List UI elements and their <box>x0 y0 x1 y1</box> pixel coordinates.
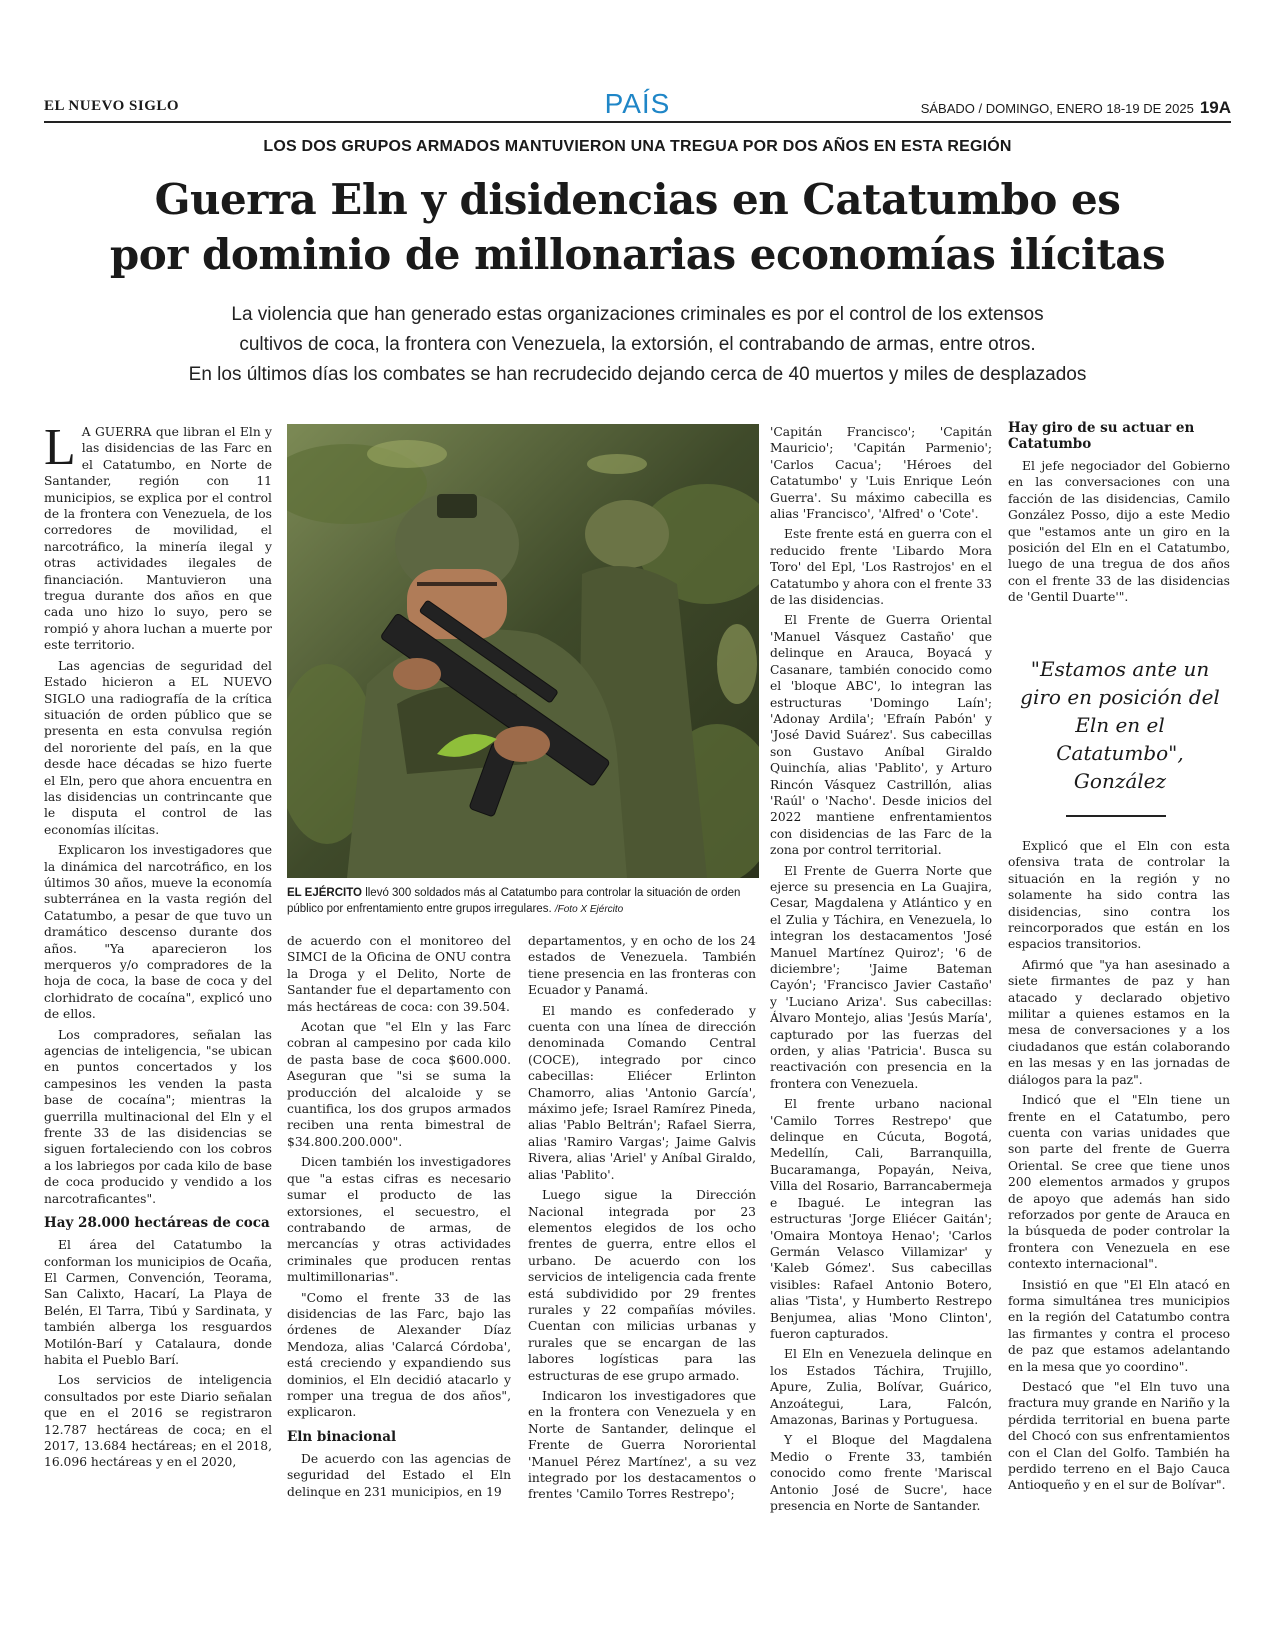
issue-date: SÁBADO / DOMINGO, ENERO 18-19 DE 2025 <box>920 101 1194 116</box>
paragraph: que libran el Eln y las disidencias de las Farc en el Catatumbo, en Norte de Santander, región con 11 municipios, se explica por el control de la frontera con Venezuela, de los corredores de movilidad, el narcotráfico, la minería ilegal y otras actividades ilegales de financiación. Mantuvieron una tregua durante dos años en que cada uno hizo lo suyo, pero se rompió y ahora luchan a muerte por este territorio. <box>44 425 272 653</box>
dateline <box>921 98 1231 118</box>
paragraph: El Frente de Guerra Norte que ejerce su presencia en La Guajira, Cesar, Magdalena y Atlántico y en el Zulia y Táchira, en Venezuela, lo integran los destacamentos 'José Manuel Martínez Quiroz'; '6 de diciembre'; 'Jaime Bateman Cayón'; 'Francisco Javier Castaño' y 'Luciano Ariza'. Sus cabecillas: Álvaro Montejo, alias 'Jesús María', capturado por las fuerzas del orden, y alias 'Patricia'. Busca su reactivación con presencia en la frontera con Venezuela. <box>770 863 992 1091</box>
caption-lead: EL EJÉRCITO <box>287 887 362 899</box>
lead-smallcaps: A GUERRA <box>81 425 152 439</box>
paragraph: Los compradores, señalan las agencias de inteligencia, "se ubican en puntos concertados y los campesinos les venden la pasta base de cocaína"; mientras la guerrilla multinacional del Eln y el frente 33 de las disidencias se siguen fortaleciendo con los cobros a los labriegos por cada kilo de base de coca producido y vendido a los narcotraficantes". <box>44 1027 272 1206</box>
article-column-3 <box>528 933 756 1523</box>
paragraph: Las agencias de seguridad del Estado hicieron a EL NUEVO SIGLO una radiografía de la crítica situación de orden público que se presenta en esta convulsa región del nororiente del país, en la que desde hace décadas se hizo fuerte el Eln, pero que ahora encuentra en las disidencias un contrincante que le disputa el control de las economías ilícitas. <box>44 658 272 837</box>
page-number: 19A <box>1199 98 1231 117</box>
headline-line-1: Guerra Eln y disidencias en Catatumbo es <box>154 175 1121 224</box>
article-column-5-top <box>1008 420 1230 640</box>
headline <box>60 172 1215 282</box>
subhead: Hay 28.000 hectáreas de coca <box>44 1215 270 1232</box>
paragraph: Y el Bloque del Magdalena Medio o Frente 33, también conocido como frente 'Mariscal Antonio José de Sucre', hace presencia en Norte de Santander. <box>770 1433 992 1513</box>
article-column-1 <box>44 424 272 1524</box>
paragraph: Afirmó que "ya han asesinado a siete firmantes de paz y han atacado y declarado objetivo militar a quienes estamos en la mesa de conversaciones y a los ciudadanos que están colaborando en las mesas y en las jornadas de diálogos para la paz". <box>1008 957 1230 1087</box>
deck <box>60 300 1215 390</box>
paragraph: Explicaron los investigadores que la dinámica del narcotráfico, en los últimos 30 años, mueve la economía subterránea en la vasta región del Catatumbo, a pesar de que tuvo un dramático descenso durante dos años. "Ya aparecieron los merqueros y/o compradores de la hoja de coca, la base de coca y del clorhidrato de cocaína", explicó uno de ellos. <box>44 843 272 1022</box>
subhead: Hay giro de su actuar en Catatumbo <box>1008 420 1195 452</box>
paragraph: El frente urbano nacional 'Camilo Torres Restrepo' que delinque en Cúcuta, Bogotá, Medellín, Cali, Barranquilla, Bucaramanga, Popayán, Neiva, Villa del Rosario, Barrancabermeja e Ibagué. Le integran las estructuras 'Jorge Eliécer Gaitán'; 'Omaira Montoya Henao'; 'Carlos Germán Velasco Villamizar' y 'Kaleb Gómez'. Sus cabecillas visibles: Rafael Antonio Botero, alias 'Tista', y Humberto Restrepo Benjumea, alias 'Mono Clinton', fueron capturados. <box>770 1097 992 1341</box>
article-column-5-bottom <box>1008 838 1230 1528</box>
lead-paragraph <box>44 424 272 654</box>
section-label: PAÍS <box>604 88 671 119</box>
photo-illustration <box>287 424 759 878</box>
paragraph: departamentos, y en ocho de los 24 estados de Venezuela. También tiene presencia en las fronteras con Ecuador y Panamá. <box>528 934 756 998</box>
kicker: LOS DOS GRUPOS ARMADOS MANTUVIERON UNA TREGUA POR DOS AÑOS EN ESTA REGIÓN <box>263 138 1012 155</box>
paragraph: Insistió en que "El Eln atacó en forma simultánea tres municipios en la región del Catatumbo contra las firmantes y contra el proceso de paz que estamos adelantando en la mesa que yo coordino". <box>1008 1277 1230 1374</box>
paragraph: Destacó que "el Eln tuvo una fractura muy grande en Nariño y la pérdida territorial en buena parte del Chocó con sus enfrentamientos con el Clan del Golfo. También ha perdido terreno en el Bajo Cauca Antioqueño y en el sur de Bolívar". <box>1008 1380 1230 1493</box>
paragraph: Este frente está en guerra con el reducido frente 'Libardo Mora Toro' del Epl, 'Los Rastrojos' en el Catatumbo y ahora con el frente 33 de las disidencias. <box>770 527 992 608</box>
paragraph: "Como el frente 33 de las disidencias de las Farc, bajo las órdenes de Alexander Díaz Mendoza, alias 'Calarcá Córdoba', está creciendo y expandiendo sus dominios, el Eln decidió atacarlo y romper una tregua de dos años", explicaron. <box>287 1290 511 1420</box>
soldiers-photo <box>287 424 759 878</box>
paragraph: Indicó que el "Eln tiene un frente en el Catatumbo, pero cuenta con varias unidades que son parte del frente de Guerra Oriental. Se cree que tiene unos 200 elementos armados y grupos de apoyo que además han sido reforzados por gente de Arauca en la búsqueda de poder controlar la frontera con Venezuela en ese contexto internacional". <box>1008 1093 1230 1272</box>
paragraph: Los servicios de inteligencia consultados por este Diario señalan que en el 2016 se registraron 12.787 hectáreas de coca; en el 2017, 13.684 hectáreas; en el 2018, 16.096 hectáreas y en el 2020, <box>44 1373 272 1470</box>
deck-line-2: cultivos de coca, la frontera con Venezuela, la extorsión, el contrabando de armas, entre otros. <box>239 334 1036 355</box>
headline-line-2: por dominio de millonarias economías ilícitas <box>109 230 1166 279</box>
subhead: Eln binacional <box>287 1428 397 1445</box>
pull-quote: "Estamos ante un giro en posición del Eln en el Catatumbo", González <box>1020 657 1220 793</box>
deck-line-3: En los últimos días los combates se han recrudecido dejando cerca de 40 muertos y miles de desplazados <box>188 364 1087 385</box>
paragraph: El mando es confederado y cuenta con una línea de dirección denominada Comando Central (COCE), integrado por cinco cabecillas: Eliécer Erlinton Chamorro, alias 'Antonio García', máximo jefe; Israel Ramírez Pineda, alias 'Pablo Beltrán'; Rafael Sierra, alias 'Ramiro Vargas'; Jaime Galvis Rivera, alias 'Ariel' y Aníbal Giraldo, alias 'Pablito'. <box>528 1003 756 1182</box>
paragraph: El jefe negociador del Gobierno en las conversaciones con una facción de las disidencias, Camilo González Posso, dijo a este Medio que "estamos ante un giro en la posición del Eln en el Catatumbo, luego de una tregua de dos años con el frente 33 de las disidencias de 'Gentil Duarte'". <box>1008 459 1230 605</box>
paragraph: Explicó que el Eln con esta ofensiva trata de controlar la situación en la región y no solamente ha sido contra las disidencias, sino contra los reincorporados que están en los espacios transitorios. <box>1008 839 1230 952</box>
paragraph: Luego sigue la Dirección Nacional integrada por 23 elementos elegidos de los ocho frentes de guerra, entre ellos el urbano. De acuerdo con los servicios de inteligencia cada frente está subdividido por 29 frentes rurales y 22 compañías móviles. Cuentan con milicias urbanas y rurales que se encargan de las labores logísticas para las estructuras de ese grupo armado. <box>528 1188 756 1383</box>
paragraph: Indicaron los investigadores que en la frontera con Venezuela y en Norte de Santander, delinque el Frente de Guerra Nororiental 'Manuel Pérez Martínez', a su vez integrado por los destacamentos o frentes 'Camilo Torres Restrepo'; <box>528 1388 756 1502</box>
paragraph: Dicen también los investigadores que "a estas cifras es necesario sumar el producto de las extorsiones, el secuestro, el contrabando de armas, de mercancías y otras actividades criminales que producen rentas multimillonarias". <box>287 1155 511 1285</box>
drop-cap: L <box>44 424 76 476</box>
paragraph: De acuerdo con las agencias de seguridad del Estado el Eln delinque en 231 municipios, en 19 <box>287 1451 511 1499</box>
article-column-4 <box>770 424 992 1524</box>
deck-line-1: La violencia que han generado estas organizaciones criminales es por el control de los extensos <box>231 304 1044 325</box>
photo-credit: /Foto X Ejército <box>554 904 624 915</box>
paragraph: Acotan que "el Eln y las Farc cobran al campesino por cada kilo de pasta base de coca $600.000. Aseguran que "si se suma la producción del alcaloide y se cuantifica, los dos grupos armados reciben una renta bimestral de $34.800.200.000". <box>287 1020 511 1149</box>
paragraph: 'Capitán Francisco'; 'Capitán Mauricio'; 'Capitán Parmenio'; 'Carlos Cacua'; 'Héroes del Catatumbo' y 'Luis Enrique León Guerra'. Su máximo cabecilla es alias 'Francisco', 'Alfred' o 'Cote'. <box>770 425 992 522</box>
header-rule <box>44 121 1231 123</box>
paragraph: El Frente de Guerra Oriental 'Manuel Vásquez Castaño' que delinque en Arauca, Boyacá y Casanare, también conocido como el 'bloque ABC', lo integran las estructuras 'Domingo Laín'; 'Adonay Ardila'; 'Efraín Pabón' y 'José David Suárez'. Sus cabecillas son Gustavo Aníbal Giraldo Quinchía, alias 'Pablito', y Arturo Rincón Vásquez Castrillón, alias 'Raúl' o 'Nacho'. Desde inicios del 2022 mantiene enfrentamientos con disidencias de las Farc de la zona por control territorial. <box>770 613 992 858</box>
caption-text: llevó 300 soldados más al Catatumbo para controlar la situación de orden público por enfrentamiento entre grupos irregulares. <box>287 887 741 915</box>
article-column-2 <box>287 933 511 1523</box>
photo-caption <box>287 885 759 918</box>
pull-quote-rule <box>1066 815 1166 817</box>
paragraph: El área del Catatumbo la conforman los municipios de Ocaña, El Carmen, Convención, Teorama, San Calixto, Hacarí, La Playa de Belén, El Tarra, Tibú y Sardinata, y también alberga los resguardos Motilón-Barí y Catalaura, donde habita el Pueblo Barí. <box>44 1238 272 1367</box>
masthead: EL NUEVO SIGLO <box>44 98 180 114</box>
paragraph: de acuerdo con el monitoreo del SIMCI de la Oficina de ONU contra la Droga y el Delito, Norte de Santander fue el departamento con más hectáreas de coca: con 39.504. <box>287 934 511 1014</box>
paragraph: El Eln en Venezuela delinque en los Estados Táchira, Trujillo, Apure, Zulia, Bolívar, Guárico, Anzoátegui, Lara, Falcón, Amazonas, Barinas y Portuguesa. <box>770 1347 992 1427</box>
